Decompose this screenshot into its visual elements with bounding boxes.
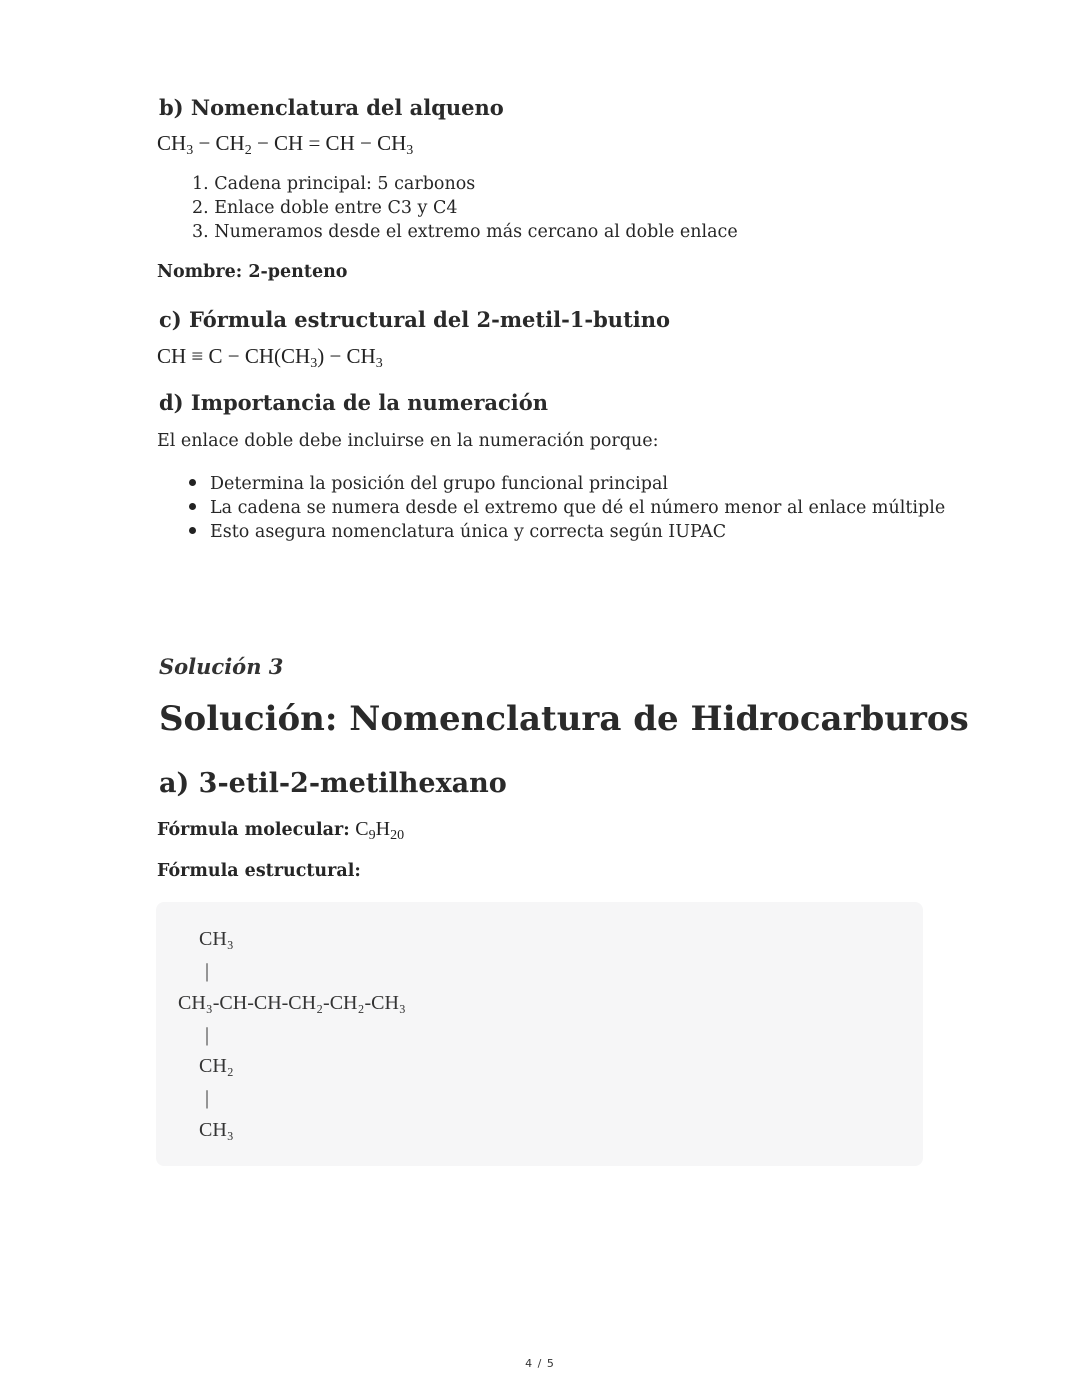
structure-line: | xyxy=(205,960,210,982)
section-b-heading: b) Nomenclatura del alqueno xyxy=(159,95,504,120)
structure-line: CH₂ xyxy=(199,1055,234,1077)
structure-line: CH₃ xyxy=(199,928,234,950)
structure-line: CH₃ xyxy=(199,1119,234,1141)
bullet-icon xyxy=(189,503,196,510)
structure-line: | xyxy=(205,1024,210,1046)
list-item: Determina la posición del grupo funcional principal xyxy=(189,472,945,496)
subtitle: a) 3-etil-2-metilhexano xyxy=(159,768,507,799)
section-c-heading: c) Fórmula estructural del 2-metil-1-butino xyxy=(159,307,671,332)
structure-code-block xyxy=(156,902,923,1166)
numbering-reasons-list xyxy=(189,472,945,544)
page-title: Solución: Nomenclatura de Hidrocarburos xyxy=(159,699,969,739)
structural-formula-label: Fórmula estructural: xyxy=(157,861,361,881)
bullet-icon xyxy=(189,527,196,534)
list-item: 1. Cadena principal: 5 carbonos xyxy=(192,174,476,194)
naming-steps-list xyxy=(192,172,738,244)
alkene-formula: $CH_3 - CH_2$ − CH = CH − $CH_3$ xyxy=(157,131,414,158)
structure-line: CH₃-CH-CH-CH₂-CH₂-CH₃ xyxy=(178,992,406,1014)
molecular-formula: Fórmula molecular: $C_9H_{20}$ xyxy=(157,818,405,843)
list-item: 3. Numeramos desde el extremo más cercano al doble enlace xyxy=(192,222,738,242)
list-item: 2. Enlace doble entre C3 y C4 xyxy=(192,198,458,218)
alkene-name: Nombre: 2-penteno xyxy=(157,262,348,282)
solution-label: Solución 3 xyxy=(159,654,284,679)
page-number: 4 / 5 xyxy=(525,1357,555,1370)
section-d-heading: d) Importancia de la numeración xyxy=(159,390,549,415)
bullet-icon xyxy=(189,479,196,486)
structure-line: | xyxy=(205,1087,210,1109)
section-d-intro: El enlace doble debe incluirse en la numeración porque: xyxy=(157,431,659,451)
list-item: La cadena se numera desde el extremo que dé el número menor al enlace múltiple xyxy=(189,496,945,520)
alkyne-formula: CH ≡ $C - CH(CH_3) - CH_3$ xyxy=(157,344,383,371)
list-item: Esto asegura nomenclatura única y correcta según IUPAC xyxy=(189,520,945,544)
